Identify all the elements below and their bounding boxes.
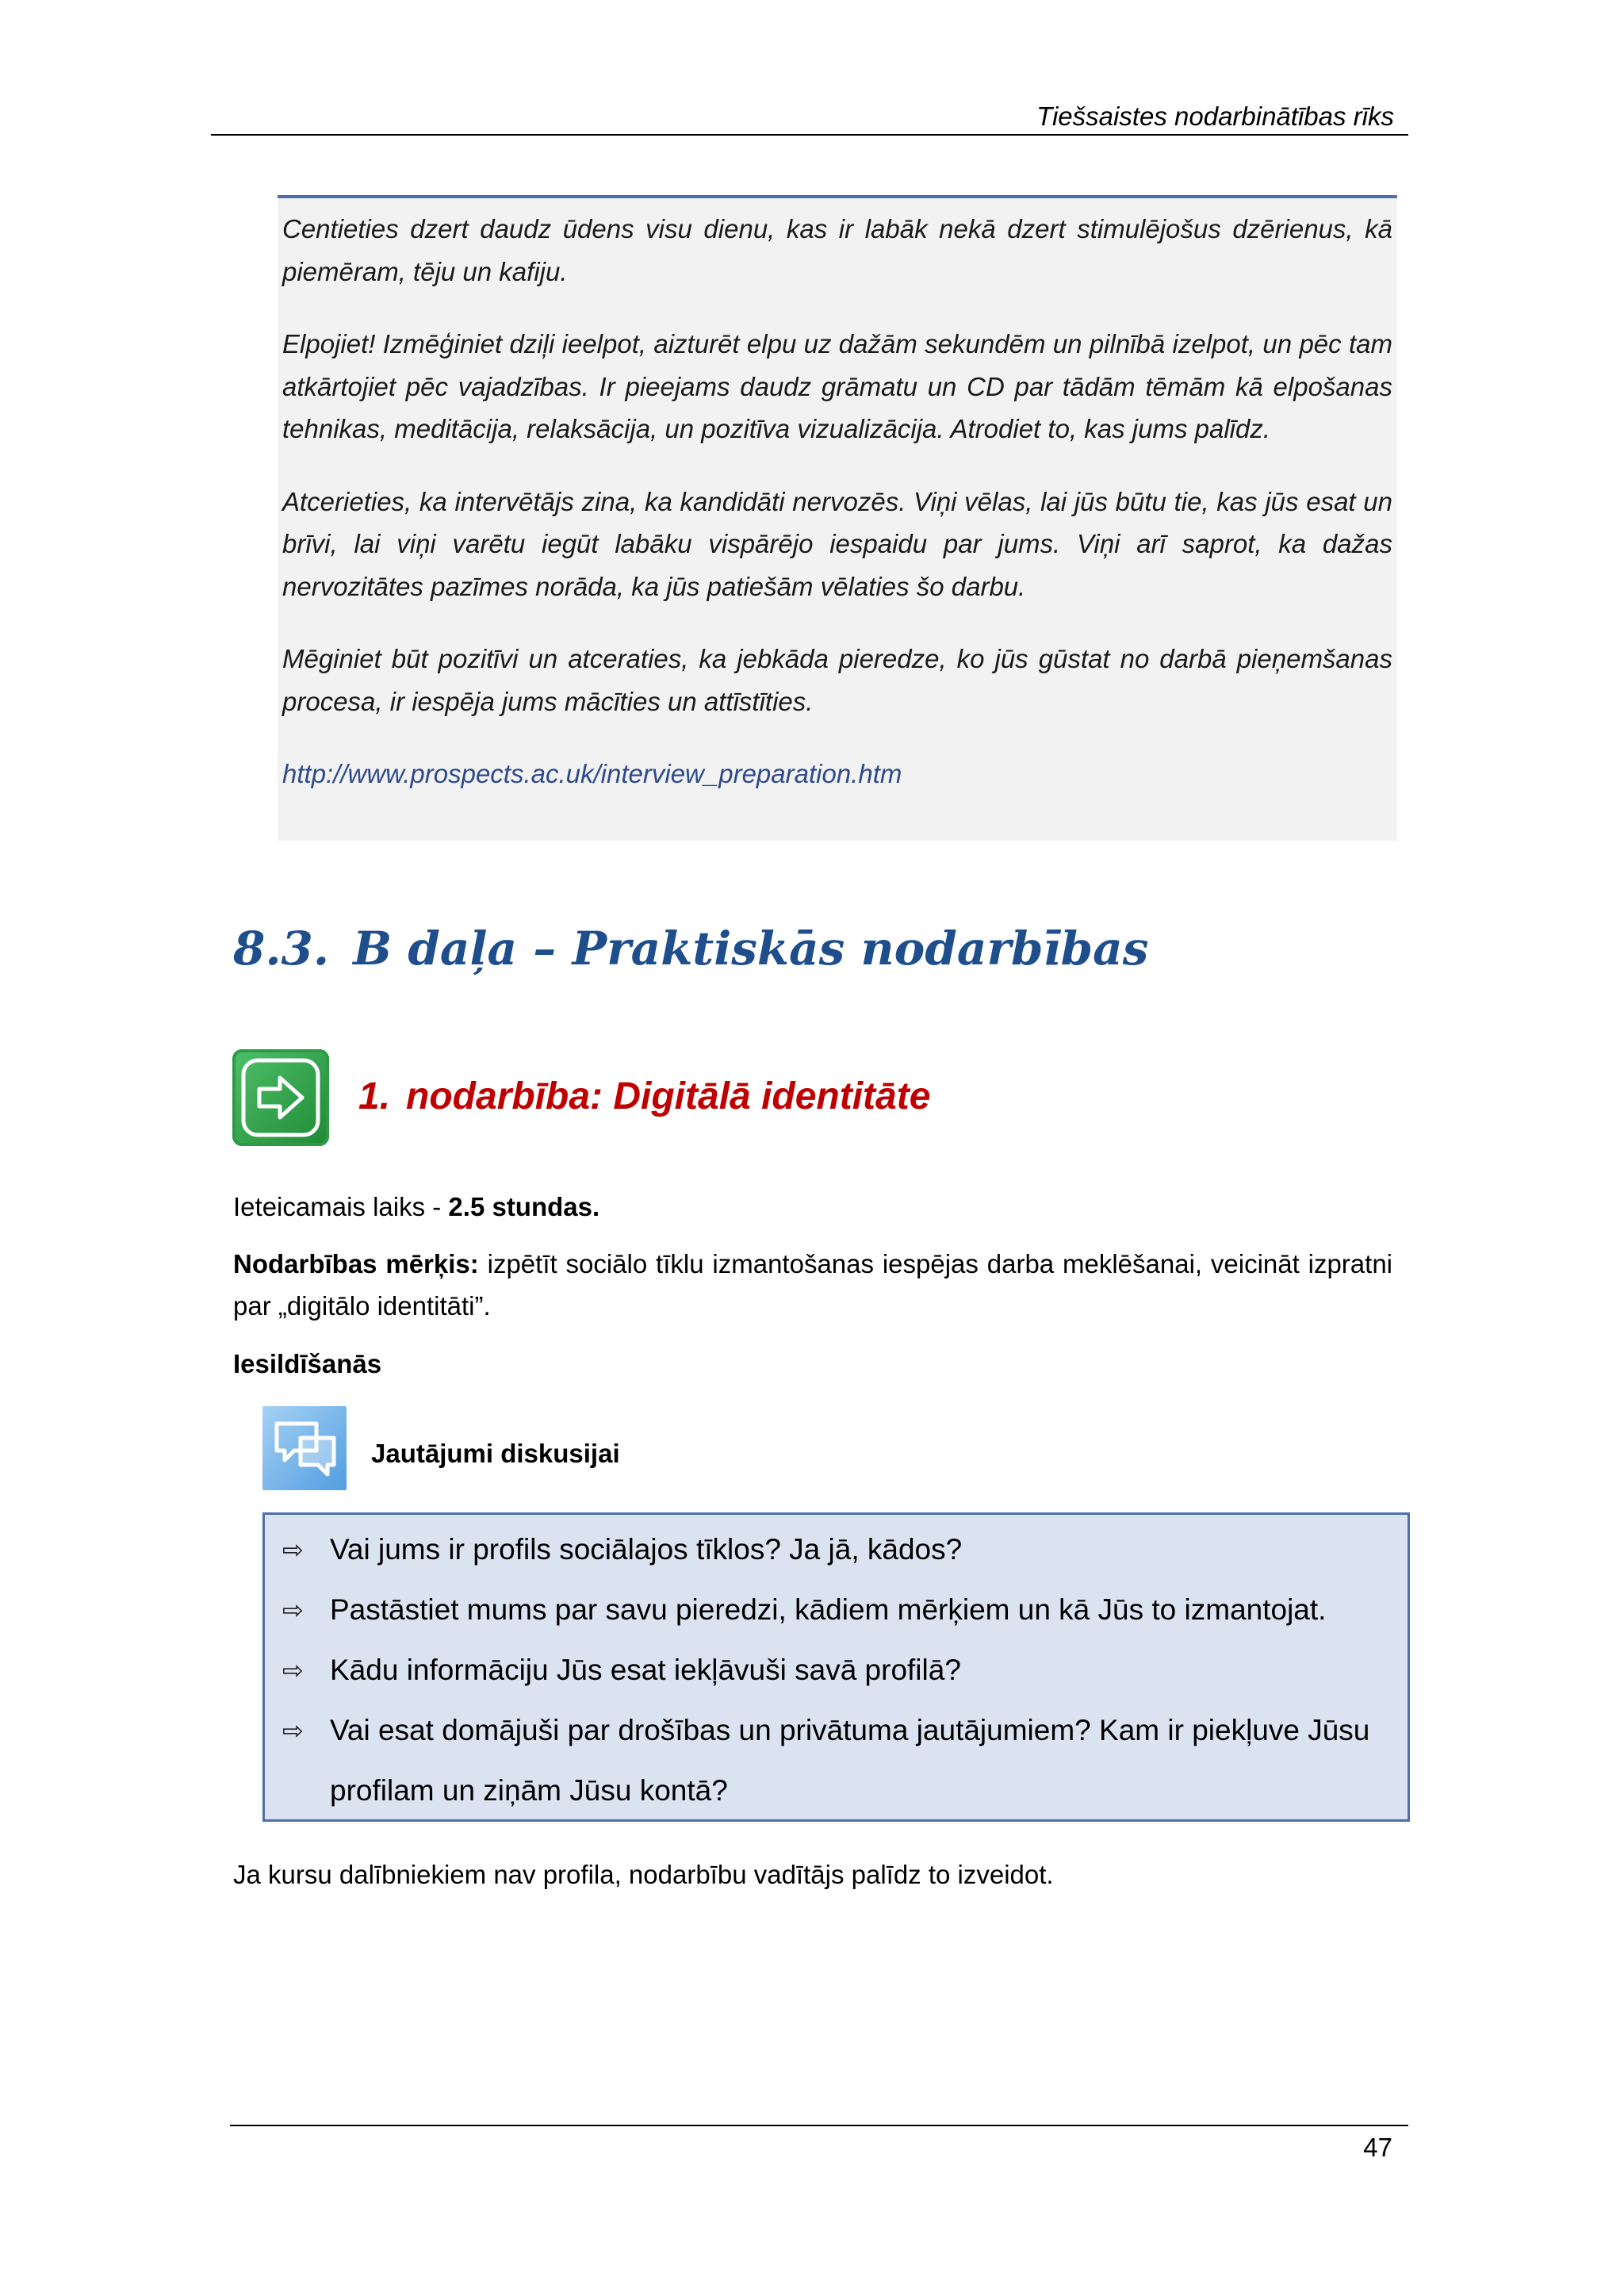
question-text: Kādu informāciju Jūs esat iekļāvuši savā profilā? (330, 1654, 961, 1686)
header-title: Tiešsaistes nodarbinātības rīks (1036, 102, 1394, 131)
section-number: 8.3. (233, 922, 330, 976)
list-item (282, 1640, 1392, 1700)
question-text: Vai jums ir profils sociālajos tīklos? Ja jā, kādos? (330, 1533, 963, 1566)
page-number: 47 (1363, 2133, 1392, 2162)
list-item (282, 1700, 1392, 1821)
chat-bubbles-icon (259, 1403, 350, 1493)
activity-title (358, 1075, 930, 1118)
time-value: 2.5 stundas. (448, 1192, 600, 1221)
warmup-label: Iesildīšanās (233, 1349, 382, 1378)
activity-goal (233, 1243, 1392, 1327)
quote-box (278, 195, 1397, 841)
quote-paragraph: Centieties dzert daudz ūdens visu dienu, kas ir labāk nekā dzert stimulējošus dzērienus, kā piemēram, tēju un kafiju. (282, 214, 1392, 286)
closing-text: Ja kursu dalībniekiem nav profila, nodarbību vadītājs palīdz to izveidot. (233, 1860, 1054, 1889)
warmup-heading (233, 1343, 1392, 1385)
section-title-text: B daļa – Praktiskās nodarbības (353, 922, 1149, 976)
footer-rule (230, 2125, 1408, 2126)
goal-label: Nodarbības mērķis: (233, 1249, 479, 1278)
arrow-bullet-icon: ⇨ (282, 1716, 304, 1745)
section-title (233, 922, 1148, 976)
activity-title-text: nodarbība: Digitālā identitāte (406, 1075, 931, 1117)
questions-box (262, 1512, 1410, 1822)
arrow-bullet-icon: ⇨ (282, 1656, 304, 1685)
recommended-time (233, 1186, 1392, 1228)
quote-paragraph: Atcerieties, ka intervētājs zina, ka kandidāti nervozēs. Viņi vēlas, lai jūs būtu tie, kas jūs esat un brīvi, lai viņi varētu iegūt labāku vispārējo iespaidu par jums. Viņi arī saprot, ka dažas nervozitātes pazīmes norāda, ka jūs patiešām vēlaties šo darbu. (282, 486, 1392, 601)
question-text: Pastāstiet mums par savu pieredzi, kādiem mērķiem un kā Jūs to izmantojat. (330, 1593, 1327, 1626)
question-text: Vai esat domājuši par drošības un privātuma jautājumiem? Kam ir piekļuve Jūsu profilam un ziņām Jūsu kontā? (330, 1714, 1370, 1807)
time-label: Ieteicamais laiks - (233, 1192, 449, 1221)
arrow-bullet-icon: ⇨ (282, 1596, 304, 1624)
header-rule (211, 134, 1408, 136)
arrow-right-icon (232, 1049, 329, 1146)
activity-number: 1. (358, 1075, 391, 1117)
list-item (282, 1520, 1392, 1580)
quote-paragraph: Elpojiet! Izmēģiniet dziļi ieelpot, aizturēt elpu uz dažām sekundēm un pilnībā izelpot, un pēc tam atkārtojiet pēc vajadzības. Ir pieejams daudz grāmatu un CD par tādām tēmām kā elpošanas tehnikas, meditācija, relaksācija, un pozitīva vizualizācija. Atrodiet to, kas jums palīdz. (282, 329, 1392, 443)
quote-source-link[interactable]: http://www.prospects.ac.uk/interview_preparation.htm (282, 759, 902, 788)
arrow-bullet-icon: ⇨ (282, 1535, 304, 1564)
quote-paragraph: Mēginiet būt pozitīvi un atceraties, ka jebkāda pieredze, ko jūs gūstat no darbā pieņemšanas procesa, ir iespēja jums mācīties un attīstīties. (282, 644, 1392, 716)
list-item (282, 1580, 1392, 1640)
goal-text: izpētīt sociālo tīklu izmantošanas iespējas darba meklēšanai, veicināt izpratni par „digitālo identitāti”. (233, 1249, 1393, 1320)
discussion-label: Jautājumi diskusijai (371, 1439, 620, 1468)
